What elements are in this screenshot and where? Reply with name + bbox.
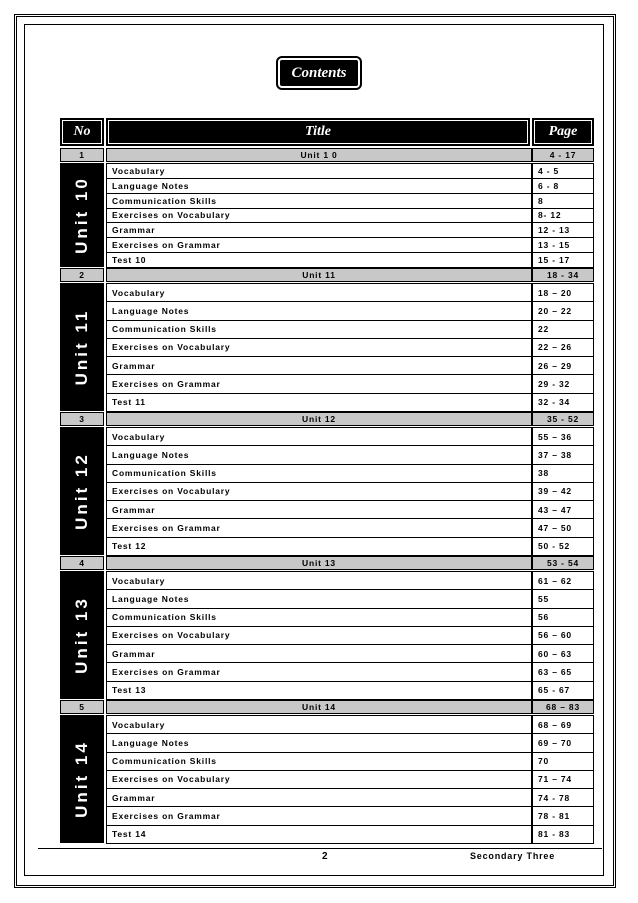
lesson-page-cell: 39 – 42 [532, 482, 594, 501]
unit-side-label [60, 715, 104, 843]
lesson-page-cell: 65 - 67 [532, 681, 594, 700]
unit-number-cell: 5 [60, 700, 104, 714]
lesson-title-cell: Language Notes [106, 733, 532, 752]
unit-side-text: Unit 14 [72, 740, 91, 818]
lesson-title-cell: Language Notes [106, 178, 532, 194]
lesson-title-cell: Test 10 [106, 252, 532, 268]
lesson-page-cell: 20 – 22 [532, 301, 594, 320]
lesson-page-cell: 68 – 69 [532, 715, 594, 734]
unit-side-label [60, 427, 104, 555]
lesson-title-cell: Test 14 [106, 825, 532, 844]
lesson-page-cell: 56 – 60 [532, 626, 594, 645]
lesson-page-cell: 70 [532, 752, 594, 771]
lesson-page-cell: 74 - 78 [532, 788, 594, 807]
lesson-title-cell: Exercises on Grammar [106, 662, 532, 681]
lesson-page-cell: 4 - 5 [532, 163, 594, 179]
lesson-page-cell: 50 - 52 [532, 537, 594, 556]
lesson-title-cell: Vocabulary [106, 427, 532, 446]
lesson-title-cell: Exercises on Vocabulary [106, 482, 532, 501]
lesson-page-cell: 15 - 17 [532, 252, 594, 268]
lesson-page-cell: 18 – 20 [532, 283, 594, 302]
lesson-title-cell: Exercises on Grammar [106, 806, 532, 825]
lesson-page-cell: 69 – 70 [532, 733, 594, 752]
header-title: Title [106, 118, 530, 146]
lesson-page-cell: 8 [532, 193, 594, 209]
lesson-title-cell: Language Notes [106, 301, 532, 320]
lesson-page-cell: 37 – 38 [532, 445, 594, 464]
unit-pages-cell: 35 - 52 [532, 412, 594, 426]
lesson-title-cell: Exercises on Vocabulary [106, 208, 532, 224]
lesson-title-cell: Exercises on Grammar [106, 374, 532, 393]
lesson-page-cell: 56 [532, 608, 594, 627]
lesson-page-cell: 61 – 62 [532, 571, 594, 590]
unit-title-cell: Unit 11 [106, 268, 532, 282]
lesson-title-cell: Exercises on Grammar [106, 237, 532, 253]
header-page: Page [532, 118, 594, 146]
lesson-title-cell: Communication Skills [106, 320, 532, 339]
lesson-title-cell: Communication Skills [106, 752, 532, 771]
lesson-title-cell: Communication Skills [106, 193, 532, 209]
contents-heading: Contents [276, 56, 362, 90]
lesson-page-cell: 81 - 83 [532, 825, 594, 844]
lesson-title-cell: Vocabulary [106, 571, 532, 590]
lesson-page-cell: 38 [532, 464, 594, 483]
unit-pages-cell: 18 - 34 [532, 268, 594, 282]
lesson-page-cell: 55 – 36 [532, 427, 594, 446]
unit-title-cell: Unit 1 0 [106, 148, 532, 162]
lesson-title-cell: Grammar [106, 356, 532, 375]
lesson-page-cell: 6 - 8 [532, 178, 594, 194]
unit-number-cell: 2 [60, 268, 104, 282]
lesson-title-cell: Grammar [106, 222, 532, 238]
unit-pages-cell: 68 – 83 [532, 700, 594, 714]
unit-number-cell: 1 [60, 148, 104, 162]
unit-pages-cell: 4 - 17 [532, 148, 594, 162]
lesson-page-cell: 78 - 81 [532, 806, 594, 825]
lesson-title-cell: Grammar [106, 644, 532, 663]
lesson-page-cell: 13 - 15 [532, 237, 594, 253]
unit-title-cell: Unit 12 [106, 412, 532, 426]
lesson-title-cell: Test 12 [106, 537, 532, 556]
unit-number-cell: 3 [60, 412, 104, 426]
lesson-title-cell: Language Notes [106, 445, 532, 464]
lesson-page-cell: 22 – 26 [532, 338, 594, 357]
footer-page-number: 2 [322, 851, 328, 862]
lesson-title-cell: Grammar [106, 788, 532, 807]
unit-side-text: Unit 12 [72, 452, 91, 530]
lesson-page-cell: 8- 12 [532, 208, 594, 224]
lesson-title-cell: Exercises on Vocabulary [106, 626, 532, 645]
unit-side-label [60, 571, 104, 699]
lesson-title-cell: Communication Skills [106, 608, 532, 627]
footer-book-title: Secondary Three [470, 851, 556, 861]
lesson-title-cell: Test 11 [106, 393, 532, 412]
lesson-title-cell: Exercises on Vocabulary [106, 770, 532, 789]
lesson-page-cell: 47 – 50 [532, 518, 594, 537]
unit-title-cell: Unit 14 [106, 700, 532, 714]
unit-side-label [60, 283, 104, 411]
unit-side-text: Unit 13 [72, 596, 91, 674]
unit-side-text: Unit 10 [72, 176, 91, 254]
header-no: No [60, 118, 104, 146]
lesson-title-cell: Communication Skills [106, 464, 532, 483]
unit-pages-cell: 53 - 54 [532, 556, 594, 570]
lesson-title-cell: Vocabulary [106, 715, 532, 734]
lesson-page-cell: 43 – 47 [532, 500, 594, 519]
unit-side-text: Unit 11 [72, 308, 91, 386]
lesson-page-cell: 60 – 63 [532, 644, 594, 663]
lesson-page-cell: 26 – 29 [532, 356, 594, 375]
unit-side-label [60, 163, 104, 267]
lesson-page-cell: 29 - 32 [532, 374, 594, 393]
lesson-title-cell: Exercises on Vocabulary [106, 338, 532, 357]
lesson-page-cell: 32 - 34 [532, 393, 594, 412]
lesson-page-cell: 12 - 13 [532, 222, 594, 238]
footer-divider [38, 848, 602, 849]
lesson-title-cell: Exercises on Grammar [106, 518, 532, 537]
lesson-title-cell: Test 13 [106, 681, 532, 700]
lesson-page-cell: 63 – 65 [532, 662, 594, 681]
lesson-title-cell: Grammar [106, 500, 532, 519]
lesson-title-cell: Vocabulary [106, 283, 532, 302]
unit-number-cell: 4 [60, 556, 104, 570]
lesson-title-cell: Vocabulary [106, 163, 532, 179]
lesson-page-cell: 22 [532, 320, 594, 339]
lesson-title-cell: Language Notes [106, 589, 532, 608]
lesson-page-cell: 71 – 74 [532, 770, 594, 789]
unit-title-cell: Unit 13 [106, 556, 532, 570]
lesson-page-cell: 55 [532, 589, 594, 608]
